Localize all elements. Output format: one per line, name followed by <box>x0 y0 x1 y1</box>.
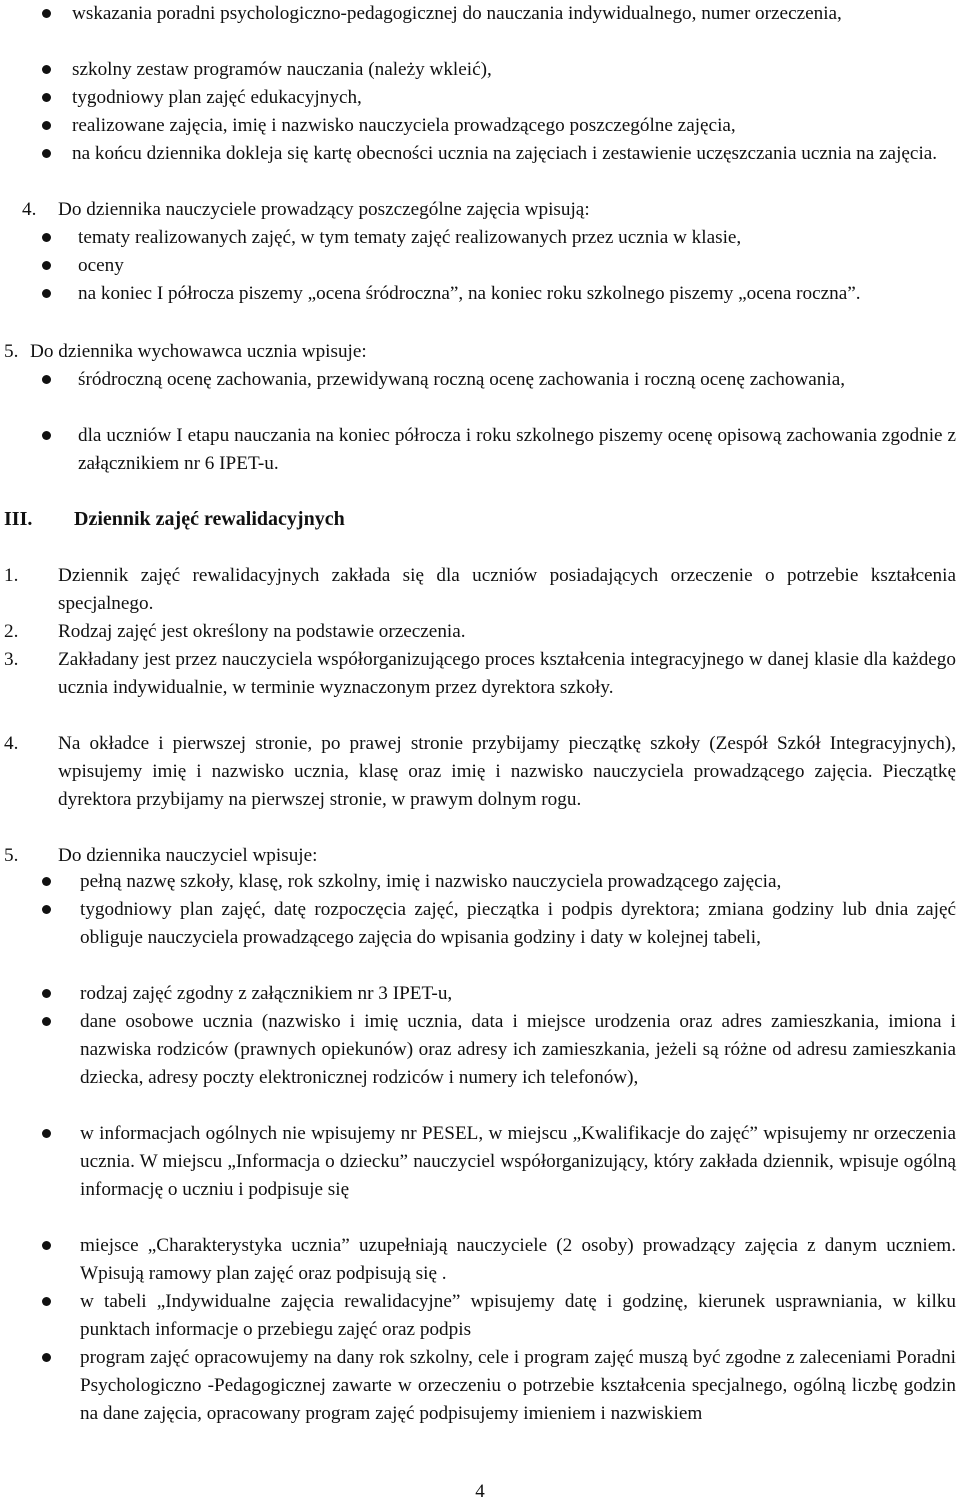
list-item-text: na końcu dziennika dokleja się kartę obecności ucznia na zajęciach i zestawienie uczęszczania ucznia na zajęcia. <box>72 143 938 164</box>
bullet-icon <box>42 121 51 130</box>
list-item-text: program zajęć opracowujemy na dany rok szkolny, cele i program zajęć muszą być zgodne z zaleceniami Poradni Psychologiczno -Pedagogicznej zawarte w orzeczeniu o potrzebie kształcenia specjalnego, ogólną liczbę godzin na dane zajęcia, opracowany program zajęć podpisujemy imieniem i nazwiskiem <box>80 1347 956 1424</box>
page-number: 4 <box>475 1481 485 1502</box>
item-text: Do dziennika nauczyciel wpisuje: <box>58 845 318 866</box>
bullet-icon <box>42 1353 51 1362</box>
bullet-icon <box>42 1297 51 1306</box>
list-item-text: dla uczniów I etapu nauczania na koniec półrocza i roku szkolnego piszemy ocenę opisową zachowania zgodnie z załącznikiem nr 6 IPET-u. <box>78 425 956 474</box>
item-text: Rodzaj zajęć jest określony na podstawie orzeczenia. <box>58 621 466 642</box>
item-number: 4. <box>4 733 19 754</box>
list-item-text: tygodniowy plan zajęć, datę rozpoczęcia zajęć, pieczątka i podpis dyrektora; zmiana godziny lub dnia zajęć obliguje nauczyciela prowadzącego zajęcia do wpisania godziny i daty w kolejnej tabeli, <box>80 899 956 948</box>
list-item-text: w tabeli „Indywidualne zajęcia rewalidacyjne” wpisujemy datę i godzinę, kierunek usprawniania, w kilku punktach informacje o przebiegu zajęć oraz podpis <box>80 1291 956 1340</box>
item-text: Dziennik zajęć rewalidacyjnych zakłada się dla uczniów posiadających orzeczenie o potrzebie kształcenia specjalnego. <box>58 565 956 614</box>
list-item-text: szkolny zestaw programów nauczania (należy wkleić), <box>72 59 492 80</box>
bullet-icon <box>42 1129 51 1138</box>
item-text: Do dziennika nauczyciele prowadzący poszczególne zajęcia wpisują: <box>58 199 590 220</box>
section-number: III. <box>4 508 33 530</box>
item-text: Zakładany jest przez nauczyciela współorganizującego proces kształcenia integracyjnego w danej klasie dla każdego ucznia indywidualnie, w terminie wyznaczonym przez dyrektora szkoły. <box>58 649 956 698</box>
bullet-icon <box>42 877 51 886</box>
list-item-text: tematy realizowanych zajęć, w tym tematy zajęć realizowanych przez ucznia w klasie, <box>78 227 742 248</box>
bullet-icon <box>42 905 51 914</box>
list-item-text: realizowane zajęcia, imię i nazwisko nauczyciela prowadzącego poszczególne zajęcia, <box>72 115 736 136</box>
list-item-text: miejsce „Charakterystyka ucznia” uzupełniają nauczyciele (2 osoby) prowadzący zajęcia z danym uczniem. Wpisują ramowy plan zajęć oraz podpisują się . <box>80 1235 956 1284</box>
list-item-text: wskazania poradni psychologiczno-pedagogicznej do nauczania indywidualnego, numer orzeczenia, <box>72 3 842 24</box>
bullet-icon <box>42 1241 51 1250</box>
bullet-icon <box>42 149 51 158</box>
bullet-icon <box>42 65 51 74</box>
item-number: 1. <box>4 565 19 586</box>
item-number: 5. <box>4 341 19 362</box>
list-item-text: pełną nazwę szkoły, klasę, rok szkolny, imię i nazwisko nauczyciela prowadzącego zajęcia, <box>80 871 782 892</box>
bullet-icon <box>42 375 51 384</box>
item-number: 4. <box>22 199 37 220</box>
item-number: 2. <box>4 621 19 642</box>
bullet-icon <box>42 289 51 298</box>
list-item-text: rodzaj zajęć zgodny z załącznikiem nr 3 IPET-u, <box>80 983 453 1004</box>
section-title: Dziennik zajęć rewalidacyjnych <box>74 508 345 530</box>
item-text: Na okładce i pierwszej stronie, po prawej stronie przybijamy pieczątkę szkoły (Zespół Szkół Integracyjnych), wpisujemy imię i nazwisko ucznia, klasę oraz imię i nazwisko nauczyciela prowadzącego zajęcia. Pieczątkę dyrektora przybijamy na pierwszej stronie, w prawym dolnym rogu. <box>58 733 956 810</box>
item-text: Do dziennika wychowawca ucznia wpisuje: <box>30 341 367 362</box>
item-number: 3. <box>4 649 19 670</box>
list-item-text: śródroczną ocenę zachowania, przewidywaną roczną ocenę zachowania i roczną ocenę zachowania, <box>78 369 846 390</box>
bullet-icon <box>42 233 51 242</box>
bullet-icon <box>42 9 51 18</box>
bullet-icon <box>42 1017 51 1026</box>
bullet-icon <box>42 261 51 270</box>
bullet-icon <box>42 431 51 440</box>
list-item-text: dane osobowe ucznia (nazwisko i imię ucznia, data i miejsce urodzenia oraz adres zamieszkania, imiona i nazwiska rodziców (prawnych opiekunów) oraz adresy ich zamieszkania, jeżeli są różne od adresu zamieszkania dziecka, adresy poczty elektronicznej rodziców i numery ich telefonów), <box>80 1011 956 1088</box>
bullet-icon <box>42 93 51 102</box>
list-item-text: na koniec I półrocza piszemy „ocena śródroczna”, na koniec roku szkolnego piszemy „ocena roczna”. <box>78 283 861 304</box>
list-item-text: oceny <box>78 255 124 276</box>
list-item-text: tygodniowy plan zajęć edukacyjnych, <box>72 87 362 108</box>
list-item-text: w informacjach ogólnych nie wpisujemy nr PESEL, w miejscu „Kwalifikacje do zajęć” wpisujemy nr orzeczenia ucznia. W miejscu „Informacja o dziecku” nauczyciel współorganizujący, który zakłada dziennik, wpisuje ogólną informację o uczniu i podpisuje się <box>80 1123 956 1200</box>
bullet-icon <box>42 989 51 998</box>
item-number: 5. <box>4 845 19 866</box>
